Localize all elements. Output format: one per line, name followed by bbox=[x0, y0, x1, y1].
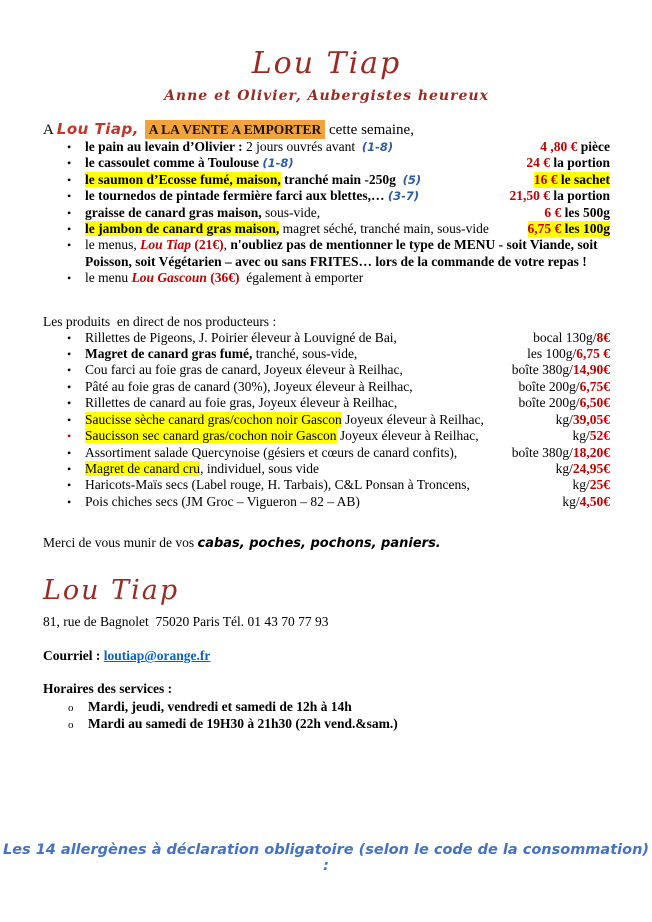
menu-mid: , bbox=[223, 237, 231, 253]
circle-bullet-icon: o bbox=[68, 718, 74, 731]
item-price: 6,75 € bbox=[576, 346, 610, 362]
producers-list bbox=[43, 330, 610, 510]
producer-item bbox=[43, 362, 610, 378]
intro-line bbox=[43, 120, 610, 139]
menu-note: n'oubliez pas de mentionner le type de MENU - soit Viande, soit Poisson, soit Végétarien – avec ou sans FRITES… lors de la commande de votre repas ! bbox=[85, 237, 602, 269]
hours-text: Mardi, jeudi, vendredi et samedi de 12h à 14h bbox=[88, 699, 352, 715]
menu-price: (21€) bbox=[191, 237, 224, 253]
allergen-ref: (3-7) bbox=[387, 189, 420, 204]
item-name-lead: Magret de canard gras fumé, bbox=[85, 346, 253, 362]
item-price: 39,05€ bbox=[572, 411, 610, 427]
bullet-icon: • bbox=[67, 156, 72, 171]
circle-bullet-icon: o bbox=[68, 702, 74, 715]
courriel-label: Courriel : bbox=[43, 648, 104, 664]
bullet-icon: • bbox=[67, 429, 72, 444]
item-unit: pièce bbox=[577, 139, 610, 154]
hours-item bbox=[43, 716, 610, 732]
price-block bbox=[556, 461, 610, 477]
bullet-icon: • bbox=[67, 461, 72, 476]
merci-line bbox=[43, 535, 610, 551]
bullet-icon: • bbox=[67, 494, 72, 509]
item-name-lead: Saucisson sec canard gras/cochon noir Gascon bbox=[85, 428, 337, 444]
weekly-item bbox=[43, 155, 610, 171]
item-unit: la portion bbox=[549, 155, 610, 171]
price-block bbox=[512, 445, 610, 461]
item-name-rest: tranché main -250g bbox=[280, 171, 403, 187]
item-price: 21,50 € bbox=[509, 188, 550, 204]
item-unit: la portion bbox=[549, 188, 610, 204]
item-price: 25€ bbox=[589, 477, 610, 493]
item-name: Assortiment salade Quercynoise (gésiers et cœurs de canard confits), bbox=[85, 444, 458, 460]
document-page bbox=[43, 46, 610, 732]
item-name: Pois chiches secs (JM Groc – Vigueron – 82 – AB) bbox=[85, 493, 360, 509]
item-name: Haricots-Maïs secs (Label rouge, H. Tarbais), C&L Ponsan à Troncens, bbox=[85, 477, 470, 493]
item-unit: les 100g/ bbox=[527, 346, 577, 362]
item-unit: kg/ bbox=[572, 477, 590, 493]
item-name-lead: le cassoulet comme à Toulouse bbox=[85, 155, 263, 171]
item-name-lead: Magret de canard cru bbox=[85, 460, 201, 476]
item-name: Pâté au foie gras de canard (30%), Joyeux éleveur à Reilhac, bbox=[85, 378, 413, 394]
item-price: 24,95€ bbox=[572, 460, 610, 476]
weekly-item bbox=[43, 221, 610, 237]
hours-list bbox=[43, 699, 610, 732]
item-name-lead: le jambon de canard gras maison, bbox=[85, 221, 280, 237]
hours-heading: Horaires des services : bbox=[43, 681, 173, 697]
producer-item bbox=[43, 461, 610, 477]
price-block bbox=[528, 221, 611, 237]
price-block bbox=[572, 477, 610, 493]
address-line: 81, rue de Bagnolet 75020 Paris Tél. 01 43 70 77 93 bbox=[43, 614, 329, 630]
bullet-icon: • bbox=[67, 222, 72, 237]
item-unit: le sachet bbox=[557, 171, 610, 187]
menu-pre: le menu bbox=[85, 270, 132, 286]
item-price: 6 € bbox=[544, 204, 562, 220]
intro-suffix: cette semaine, bbox=[325, 122, 414, 138]
item-name-rest: magret séché, tranché main, sous-vide bbox=[279, 221, 489, 237]
bullet-icon: • bbox=[67, 330, 72, 345]
merci-emphasis: cabas, poches, pochons, paniers. bbox=[197, 536, 441, 552]
item-unit: kg/ bbox=[555, 411, 573, 427]
price-block bbox=[534, 172, 610, 188]
bullet-icon: • bbox=[67, 140, 72, 154]
price-block bbox=[526, 155, 610, 171]
item-price: 16 € bbox=[533, 171, 558, 187]
page-title: Lou Tiap bbox=[251, 46, 402, 81]
menu-brand: Lou Gascoun bbox=[131, 270, 207, 286]
bullet-icon: • bbox=[67, 271, 72, 286]
producers-heading: Les produits en direct de nos producteurs : bbox=[43, 313, 277, 329]
allergens-note: Les 14 allergènes à déclaration obligatoire (selon le code de la consommation) : bbox=[2, 842, 650, 874]
item-price: 6,75€ bbox=[579, 378, 610, 394]
bullet-icon: • bbox=[67, 205, 72, 220]
menu-price: (36€) bbox=[206, 270, 240, 286]
item-price: 6,75 € bbox=[527, 221, 562, 237]
item-name-lead: graisse de canard gras maison, bbox=[85, 204, 262, 220]
producer-item bbox=[43, 428, 610, 444]
item-price: 8€ bbox=[596, 329, 610, 345]
allergen-ref: (1-8) bbox=[262, 156, 294, 171]
bullet-icon: • bbox=[67, 172, 72, 187]
item-price: 4,50€ bbox=[579, 493, 610, 509]
price-block bbox=[509, 188, 610, 204]
price-block bbox=[572, 428, 610, 444]
price-block bbox=[540, 139, 610, 155]
item-unit: boîte 200g/ bbox=[518, 378, 580, 394]
item-name-lead: le pain au levain d’Olivier : bbox=[85, 139, 247, 154]
hours-item bbox=[43, 699, 610, 715]
item-price: 6,50€ bbox=[579, 395, 610, 411]
item-name-rest: Joyeux éleveur à Reilhac, bbox=[336, 428, 479, 444]
bullet-icon: • bbox=[67, 396, 72, 411]
menu-pre: le menus, bbox=[85, 237, 141, 253]
producer-item bbox=[43, 346, 610, 362]
item-name-rest: 2 jours ouvrés avant bbox=[246, 139, 362, 154]
email-link[interactable]: loutiap@orange.fr bbox=[103, 648, 211, 664]
weekly-item bbox=[43, 139, 610, 155]
item-unit: bocal 130g/ bbox=[533, 329, 597, 345]
bullet-icon: • bbox=[67, 445, 72, 460]
bullet-icon: • bbox=[67, 238, 72, 253]
item-unit: kg/ bbox=[562, 493, 580, 509]
item-name-lead: le saumon d’Ecosse fumé, maison, bbox=[85, 171, 281, 187]
menu-post: également à emporter bbox=[239, 270, 364, 286]
weekly-item bbox=[43, 188, 610, 204]
menu-item bbox=[43, 237, 610, 270]
item-name: Rillettes de canard au foie gras, Joyeux éleveur à Reilhac, bbox=[85, 395, 398, 411]
item-unit: boîte 380g/ bbox=[511, 444, 573, 460]
item-price: 52€ bbox=[589, 428, 610, 444]
menu-item bbox=[43, 270, 610, 286]
producer-item bbox=[43, 445, 610, 461]
allergen-ref: (1-8) bbox=[361, 140, 394, 154]
item-unit: les 500g bbox=[561, 204, 610, 220]
merci-prefix: Merci de vous munir de vos bbox=[43, 535, 198, 551]
item-unit: kg/ bbox=[572, 428, 590, 444]
producer-item bbox=[43, 379, 610, 395]
item-name: Rillettes de Pigeons, J. Poirier éleveur à Louvigné de Bai, bbox=[85, 329, 397, 345]
item-price: 14,90€ bbox=[572, 362, 610, 378]
bullet-icon: • bbox=[67, 363, 72, 378]
item-price: 18,20€ bbox=[572, 444, 610, 460]
item-name-lead: le tournedos de pintade fermière farci aux blettes,… bbox=[85, 188, 388, 204]
page-subtitle: Anne et Olivier, Aubergistes heureux bbox=[164, 88, 489, 104]
footer-brand: Lou Tiap bbox=[43, 575, 180, 607]
price-block bbox=[544, 205, 610, 221]
item-unit: les 100g bbox=[561, 221, 610, 237]
menu-brand: Lou Tiap bbox=[140, 237, 192, 253]
bullet-icon: • bbox=[67, 379, 72, 394]
price-block bbox=[562, 494, 610, 510]
item-unit: boîte 200g/ bbox=[518, 395, 580, 411]
item-name: Cou farci au foie gras de canard, Joyeux éleveur à Reilhac, bbox=[85, 362, 403, 378]
item-price: 4 ,80 € bbox=[540, 139, 578, 154]
item-unit: kg/ bbox=[555, 460, 573, 476]
price-block bbox=[519, 379, 611, 395]
weekly-item bbox=[43, 172, 610, 188]
courriel-line bbox=[43, 648, 610, 664]
bullet-icon: • bbox=[67, 189, 72, 204]
producer-item bbox=[43, 395, 610, 411]
weekly-items-list bbox=[43, 139, 610, 287]
item-name-rest: sous-vide, bbox=[261, 204, 321, 220]
allergen-ref: (5) bbox=[402, 172, 422, 187]
bullet-icon: • bbox=[67, 347, 72, 362]
producer-item bbox=[43, 494, 610, 510]
price-block bbox=[556, 412, 610, 428]
intro-prefix: A bbox=[43, 122, 57, 138]
bullet-icon: • bbox=[67, 412, 72, 427]
producer-item bbox=[43, 330, 610, 346]
bullet-icon: • bbox=[67, 478, 72, 493]
intro-brand: Lou Tiap, bbox=[56, 120, 145, 138]
item-name-rest: , individuel, sous vide bbox=[200, 460, 319, 476]
item-name-lead: Saucisse sèche canard gras/cochon noir Gascon bbox=[85, 411, 342, 427]
price-block bbox=[519, 395, 611, 411]
sale-badge: A LA VENTE A EMPORTER bbox=[145, 120, 326, 139]
producer-item bbox=[43, 412, 610, 428]
item-unit: boîte 380g/ bbox=[511, 362, 573, 378]
price-block bbox=[512, 362, 610, 378]
item-name-rest: Joyeux éleveur à Reilhac, bbox=[341, 411, 484, 427]
item-name-rest: tranché, sous-vide, bbox=[252, 346, 358, 362]
item-price: 24 € bbox=[526, 155, 550, 171]
price-block bbox=[533, 330, 610, 346]
hours-text: Mardi au samedi de 19H30 à 21h30 (22h vend.&sam.) bbox=[88, 715, 398, 731]
price-block bbox=[527, 346, 610, 362]
weekly-item bbox=[43, 205, 610, 221]
producer-item bbox=[43, 477, 610, 493]
